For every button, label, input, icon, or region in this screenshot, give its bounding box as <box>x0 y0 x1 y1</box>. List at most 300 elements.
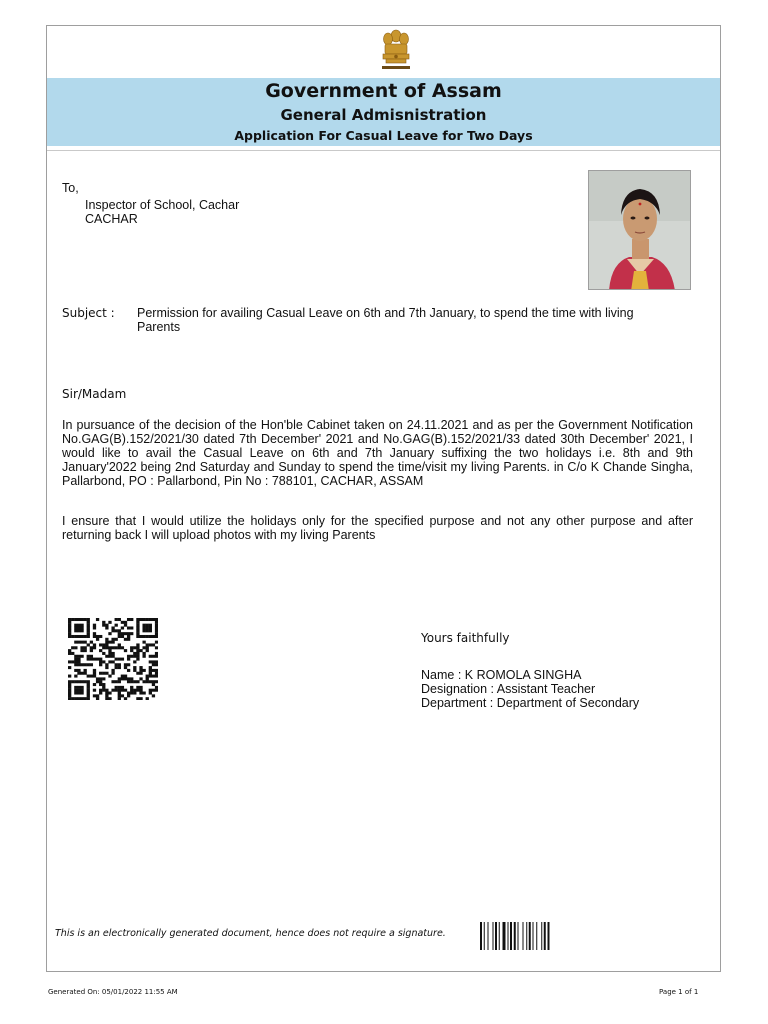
qr-module <box>111 689 114 692</box>
qr-module <box>118 646 121 649</box>
page-number: Page 1 of 1 <box>659 988 699 996</box>
qr-module <box>84 697 87 700</box>
qr-module <box>130 626 133 629</box>
qr-module <box>139 686 142 689</box>
qr-module <box>124 638 127 641</box>
qr-module <box>136 680 139 683</box>
qr-module <box>111 655 114 658</box>
qr-module <box>118 635 121 638</box>
qr-module <box>152 683 155 686</box>
qr-module <box>77 697 80 700</box>
qr-module <box>90 655 93 658</box>
barcode-bar <box>526 922 527 950</box>
barcode-bar <box>508 922 509 950</box>
subject-label: Subject : <box>62 306 115 320</box>
qr-module <box>111 641 114 644</box>
barcode-bar <box>548 922 550 950</box>
qr-module <box>152 675 155 678</box>
qr-module <box>102 652 105 655</box>
qr-module <box>155 624 158 627</box>
barcode-bar <box>499 922 500 950</box>
salutation: Sir/Madam <box>62 387 127 401</box>
qr-module <box>90 641 93 644</box>
qr-module <box>142 652 145 655</box>
barcode-bar <box>523 922 524 950</box>
qr-module <box>102 683 105 686</box>
signatory-name: Name : K ROMOLA SINGHA <box>421 668 582 682</box>
qr-module <box>149 635 152 638</box>
qr-module <box>99 635 102 638</box>
qr-module <box>133 692 136 695</box>
qr-module <box>142 624 145 627</box>
qr-module <box>105 638 108 641</box>
emblem-motto <box>382 66 410 69</box>
qr-module <box>105 666 108 669</box>
barcode-bar <box>533 922 534 950</box>
qr-module <box>87 675 90 678</box>
body-paragraph-2: I ensure that I would utilize the holidays only for the specified purpose and not any other purpose and after returning back I will upload photos with my living Parents <box>62 514 693 542</box>
qr-module <box>111 680 114 683</box>
qr-module <box>80 629 83 632</box>
qr-module <box>155 629 158 632</box>
qr-module <box>127 635 130 638</box>
qr-module <box>142 646 145 649</box>
qr-module <box>118 697 121 700</box>
qr-module <box>93 672 96 675</box>
qr-module <box>108 641 111 644</box>
qr-module <box>84 646 87 649</box>
barcode-bar <box>480 922 482 950</box>
qr-module <box>87 658 90 661</box>
qr-module <box>71 652 74 655</box>
qr-module <box>77 660 80 663</box>
qr-module <box>121 635 124 638</box>
qr-module <box>74 689 77 692</box>
subject-line1: Permission for availing Casual Leave on 6th and 7th January, to spend the time with living <box>137 306 634 320</box>
qr-module <box>99 658 102 661</box>
qr-module <box>93 632 96 635</box>
qr-module <box>130 655 133 658</box>
qr-module <box>77 680 80 683</box>
qr-module <box>74 669 77 672</box>
qr-module <box>149 643 152 646</box>
qr-module <box>111 660 114 663</box>
qr-module <box>74 692 77 695</box>
qr-module <box>71 646 74 649</box>
qr-module <box>108 646 111 649</box>
qr-module <box>136 655 139 658</box>
qr-module <box>108 692 111 695</box>
header-divider <box>47 150 720 151</box>
qr-module <box>90 646 93 649</box>
qr-module <box>136 632 139 635</box>
qr-module <box>152 669 155 672</box>
qr-module <box>84 672 87 675</box>
qr-module <box>102 677 105 680</box>
qr-module <box>152 689 155 692</box>
qr-module <box>124 697 127 700</box>
qr-module <box>127 658 130 661</box>
qr-module <box>118 666 121 669</box>
qr-module <box>139 669 142 672</box>
qr-module <box>74 675 77 678</box>
qr-module <box>149 692 152 695</box>
qr-module <box>105 643 108 646</box>
qr-module <box>118 692 121 695</box>
qr-module <box>139 697 142 700</box>
qr-module <box>146 697 149 700</box>
generated-timestamp: Generated On: 05/01/2022 11:55 AM <box>48 988 178 996</box>
qr-module <box>121 675 124 678</box>
qr-module <box>68 629 71 632</box>
qr-module <box>130 692 133 695</box>
qr-module <box>68 697 71 700</box>
qr-module <box>87 692 90 695</box>
qr-module <box>108 675 111 678</box>
qr-module <box>71 635 74 638</box>
qr-module <box>90 663 93 666</box>
qr-module <box>93 626 96 629</box>
qr-module <box>115 629 118 632</box>
qr-module <box>130 632 133 635</box>
qr-module <box>115 686 118 689</box>
qr-module <box>84 663 87 666</box>
qr-module <box>87 629 90 632</box>
qr-module <box>152 660 155 663</box>
qr-module <box>130 689 133 692</box>
applicant-photo <box>588 170 691 290</box>
qr-module <box>136 643 139 646</box>
barcode-bar <box>510 922 512 950</box>
qr-module <box>99 660 102 663</box>
qr-module <box>87 697 90 700</box>
qr-module <box>68 660 71 663</box>
qr-module <box>80 618 83 621</box>
qr-module <box>149 689 152 692</box>
qr-module <box>136 686 139 689</box>
qr-module <box>105 655 108 658</box>
signatory-department: Department : Department of Secondary <box>421 696 640 710</box>
qr-module <box>142 655 145 658</box>
qr-module <box>121 694 124 697</box>
qr-module <box>130 680 133 683</box>
qr-module <box>146 618 149 621</box>
qr-module <box>80 672 83 675</box>
qr-module <box>74 658 77 661</box>
qr-module <box>93 624 96 627</box>
qr-module <box>124 666 127 669</box>
qr-module <box>139 635 142 638</box>
qr-module <box>84 618 87 621</box>
qr-module <box>118 686 121 689</box>
qr-module <box>105 697 108 700</box>
qr-module <box>96 638 99 641</box>
qr-module <box>142 680 145 683</box>
qr-module <box>146 677 149 680</box>
qr-module <box>127 618 130 621</box>
qr-module <box>87 683 90 686</box>
qr-module <box>105 689 108 692</box>
qr-module <box>96 697 99 700</box>
qr-module <box>124 621 127 624</box>
qr-module <box>142 626 145 629</box>
national-emblem-icon <box>376 27 416 75</box>
qr-module <box>74 629 77 632</box>
qr-module <box>130 677 133 680</box>
qr-module <box>139 677 142 680</box>
qr-module <box>146 643 149 646</box>
qr-module <box>136 649 139 652</box>
qr-module <box>68 624 71 627</box>
qr-module <box>90 658 93 661</box>
qr-module <box>87 643 90 646</box>
qr-module <box>149 660 152 663</box>
qr-module <box>111 669 114 672</box>
qr-module <box>139 689 142 692</box>
qr-module <box>142 641 145 644</box>
qr-module <box>105 692 108 695</box>
qr-module <box>108 649 111 652</box>
qr-module <box>118 658 121 661</box>
qr-module <box>99 680 102 683</box>
qr-module <box>87 632 90 635</box>
barcode-bar <box>544 922 546 950</box>
qr-module <box>115 618 118 621</box>
qr-module <box>115 680 118 683</box>
qr-module <box>124 632 127 635</box>
barcode-bar <box>529 922 531 950</box>
qr-module <box>68 626 71 629</box>
qr-module <box>155 655 158 658</box>
qr-module <box>80 686 83 689</box>
qr-module <box>155 652 158 655</box>
qr-module <box>155 686 158 689</box>
qr-module <box>71 660 74 663</box>
qr-module <box>87 689 90 692</box>
qr-module <box>80 697 83 700</box>
qr-module <box>152 694 155 697</box>
qr-module <box>108 660 111 663</box>
qr-module <box>80 635 83 638</box>
qr-module <box>136 621 139 624</box>
qr-module <box>133 689 136 692</box>
qr-module <box>118 680 121 683</box>
qr-module <box>124 675 127 678</box>
qr-module <box>118 618 121 621</box>
qr-module <box>111 672 114 675</box>
qr-module <box>74 680 77 683</box>
barcode-bar <box>503 922 506 950</box>
qr-module <box>90 675 93 678</box>
qr-module <box>118 629 121 632</box>
qr-module <box>155 618 158 621</box>
qr-module <box>155 675 158 678</box>
qr-module <box>142 669 145 672</box>
qr-module <box>139 666 142 669</box>
qr-module <box>115 689 118 692</box>
subject-line2: Parents <box>137 320 181 334</box>
qr-module <box>115 663 118 666</box>
qr-module <box>146 626 149 629</box>
qr-module <box>124 689 127 692</box>
barcode-bar <box>495 922 497 950</box>
qr-module <box>99 672 102 675</box>
qr-module <box>121 689 124 692</box>
barcode-bar <box>518 922 519 950</box>
qr-module <box>115 638 118 641</box>
qr-module <box>130 646 133 649</box>
qr-module <box>80 680 83 683</box>
qr-module <box>105 663 108 666</box>
qr-module <box>84 680 87 683</box>
qr-module <box>133 680 136 683</box>
qr-module <box>96 694 99 697</box>
qr-module <box>80 649 83 652</box>
qr-module <box>96 618 99 621</box>
qr-module <box>68 635 71 638</box>
barcode <box>480 922 572 950</box>
qr-module <box>133 652 136 655</box>
qr-module <box>102 621 105 624</box>
qr-module <box>96 677 99 680</box>
qr-module <box>149 629 152 632</box>
qr-module <box>68 692 71 695</box>
qr-module <box>139 649 142 652</box>
qr-module <box>74 697 77 700</box>
qr-module <box>121 677 124 680</box>
qr-module <box>136 672 139 675</box>
qr-module <box>68 652 71 655</box>
qr-module <box>68 621 71 624</box>
qr-module <box>115 666 118 669</box>
qr-module <box>127 677 130 680</box>
qr-code <box>68 618 158 700</box>
qr-module <box>152 635 155 638</box>
qr-module <box>111 652 114 655</box>
qr-module <box>133 646 136 649</box>
qr-module <box>105 646 108 649</box>
qr-module <box>127 669 130 672</box>
qr-module <box>136 618 139 621</box>
qr-module <box>155 672 158 675</box>
qr-module <box>130 686 133 689</box>
qr-module <box>99 692 102 695</box>
qr-module <box>93 683 96 686</box>
qr-module <box>68 675 71 678</box>
closing-text: Yours faithfully <box>421 631 510 645</box>
qr-module <box>149 669 152 672</box>
qr-module <box>68 680 71 683</box>
qr-module <box>77 635 80 638</box>
barcode-bar <box>541 922 542 950</box>
qr-module <box>96 635 99 638</box>
qr-module <box>155 689 158 692</box>
qr-module <box>127 694 130 697</box>
qr-module <box>136 689 139 692</box>
qr-module <box>133 669 136 672</box>
qr-module <box>118 643 121 646</box>
qr-module <box>149 626 152 629</box>
qr-module <box>118 694 121 697</box>
qr-module <box>87 694 90 697</box>
qr-module <box>136 658 139 661</box>
barcode-bar <box>536 922 537 950</box>
qr-module <box>127 632 130 635</box>
qr-module <box>108 632 111 635</box>
qr-module <box>74 641 77 644</box>
qr-module <box>118 663 121 666</box>
qr-module <box>136 697 139 700</box>
qr-module <box>68 694 71 697</box>
qr-module <box>93 669 96 672</box>
qr-module <box>99 649 102 652</box>
qr-module <box>146 680 149 683</box>
qr-module <box>118 677 121 680</box>
document-border <box>46 25 721 972</box>
qr-module <box>80 689 83 692</box>
qr-module <box>77 689 80 692</box>
qr-module <box>108 652 111 655</box>
qr-module <box>87 635 90 638</box>
qr-module <box>136 635 139 638</box>
qr-module <box>105 672 108 675</box>
body-paragraph-1: In pursuance of the decision of the Hon'ble Cabinet taken on 24.11.2021 and as per the Government Notification No.GAG(B).152/2021/30 dated 7th December' 2021 and No.GAG(B).152/2021/33 dated 30th December' 2021, I would like to avail the Casual Leave on 6th and 7th January suffixing the two holidays i.e. 8th and 9th January'2022 being 2nd Saturday and Sunday to spend the time/visit my living Parents. in C/o K Chande Singha, Pallarbond, PO : Pallarbond, Pin No : 788101, CACHAR, ASSAM <box>62 418 693 488</box>
qr-module <box>142 692 145 695</box>
qr-module <box>68 632 71 635</box>
qr-module <box>121 626 124 629</box>
qr-module <box>77 658 80 661</box>
portrait-image <box>589 171 691 290</box>
qr-module <box>80 624 83 627</box>
signatory-designation: Designation : Assistant Teacher <box>421 682 596 696</box>
qr-module <box>108 621 111 624</box>
qr-module <box>71 697 74 700</box>
qr-module <box>155 635 158 638</box>
qr-module <box>93 694 96 697</box>
qr-module <box>71 680 74 683</box>
qr-module <box>111 638 114 641</box>
qr-module <box>127 638 130 641</box>
qr-module <box>102 689 105 692</box>
qr-module <box>99 689 102 692</box>
qr-module <box>71 618 74 621</box>
qr-module <box>111 629 114 632</box>
qr-module <box>118 632 121 635</box>
qr-module <box>80 641 83 644</box>
qr-module <box>87 618 90 621</box>
qr-module <box>87 655 90 658</box>
qr-module <box>87 686 90 689</box>
qr-module <box>74 686 77 689</box>
qr-module <box>99 677 102 680</box>
qr-module <box>68 686 71 689</box>
qr-module <box>77 663 80 666</box>
qr-module <box>136 652 139 655</box>
qr-module <box>84 635 87 638</box>
qr-module <box>77 629 80 632</box>
qr-module <box>74 618 77 621</box>
qr-module <box>74 663 77 666</box>
qr-module <box>155 621 158 624</box>
qr-module <box>152 680 155 683</box>
qr-module <box>87 663 90 666</box>
qr-module <box>127 680 130 683</box>
qr-module <box>130 649 133 652</box>
qr-module <box>99 643 102 646</box>
qr-module <box>68 666 71 669</box>
qr-module <box>80 692 83 695</box>
qr-module <box>93 675 96 678</box>
